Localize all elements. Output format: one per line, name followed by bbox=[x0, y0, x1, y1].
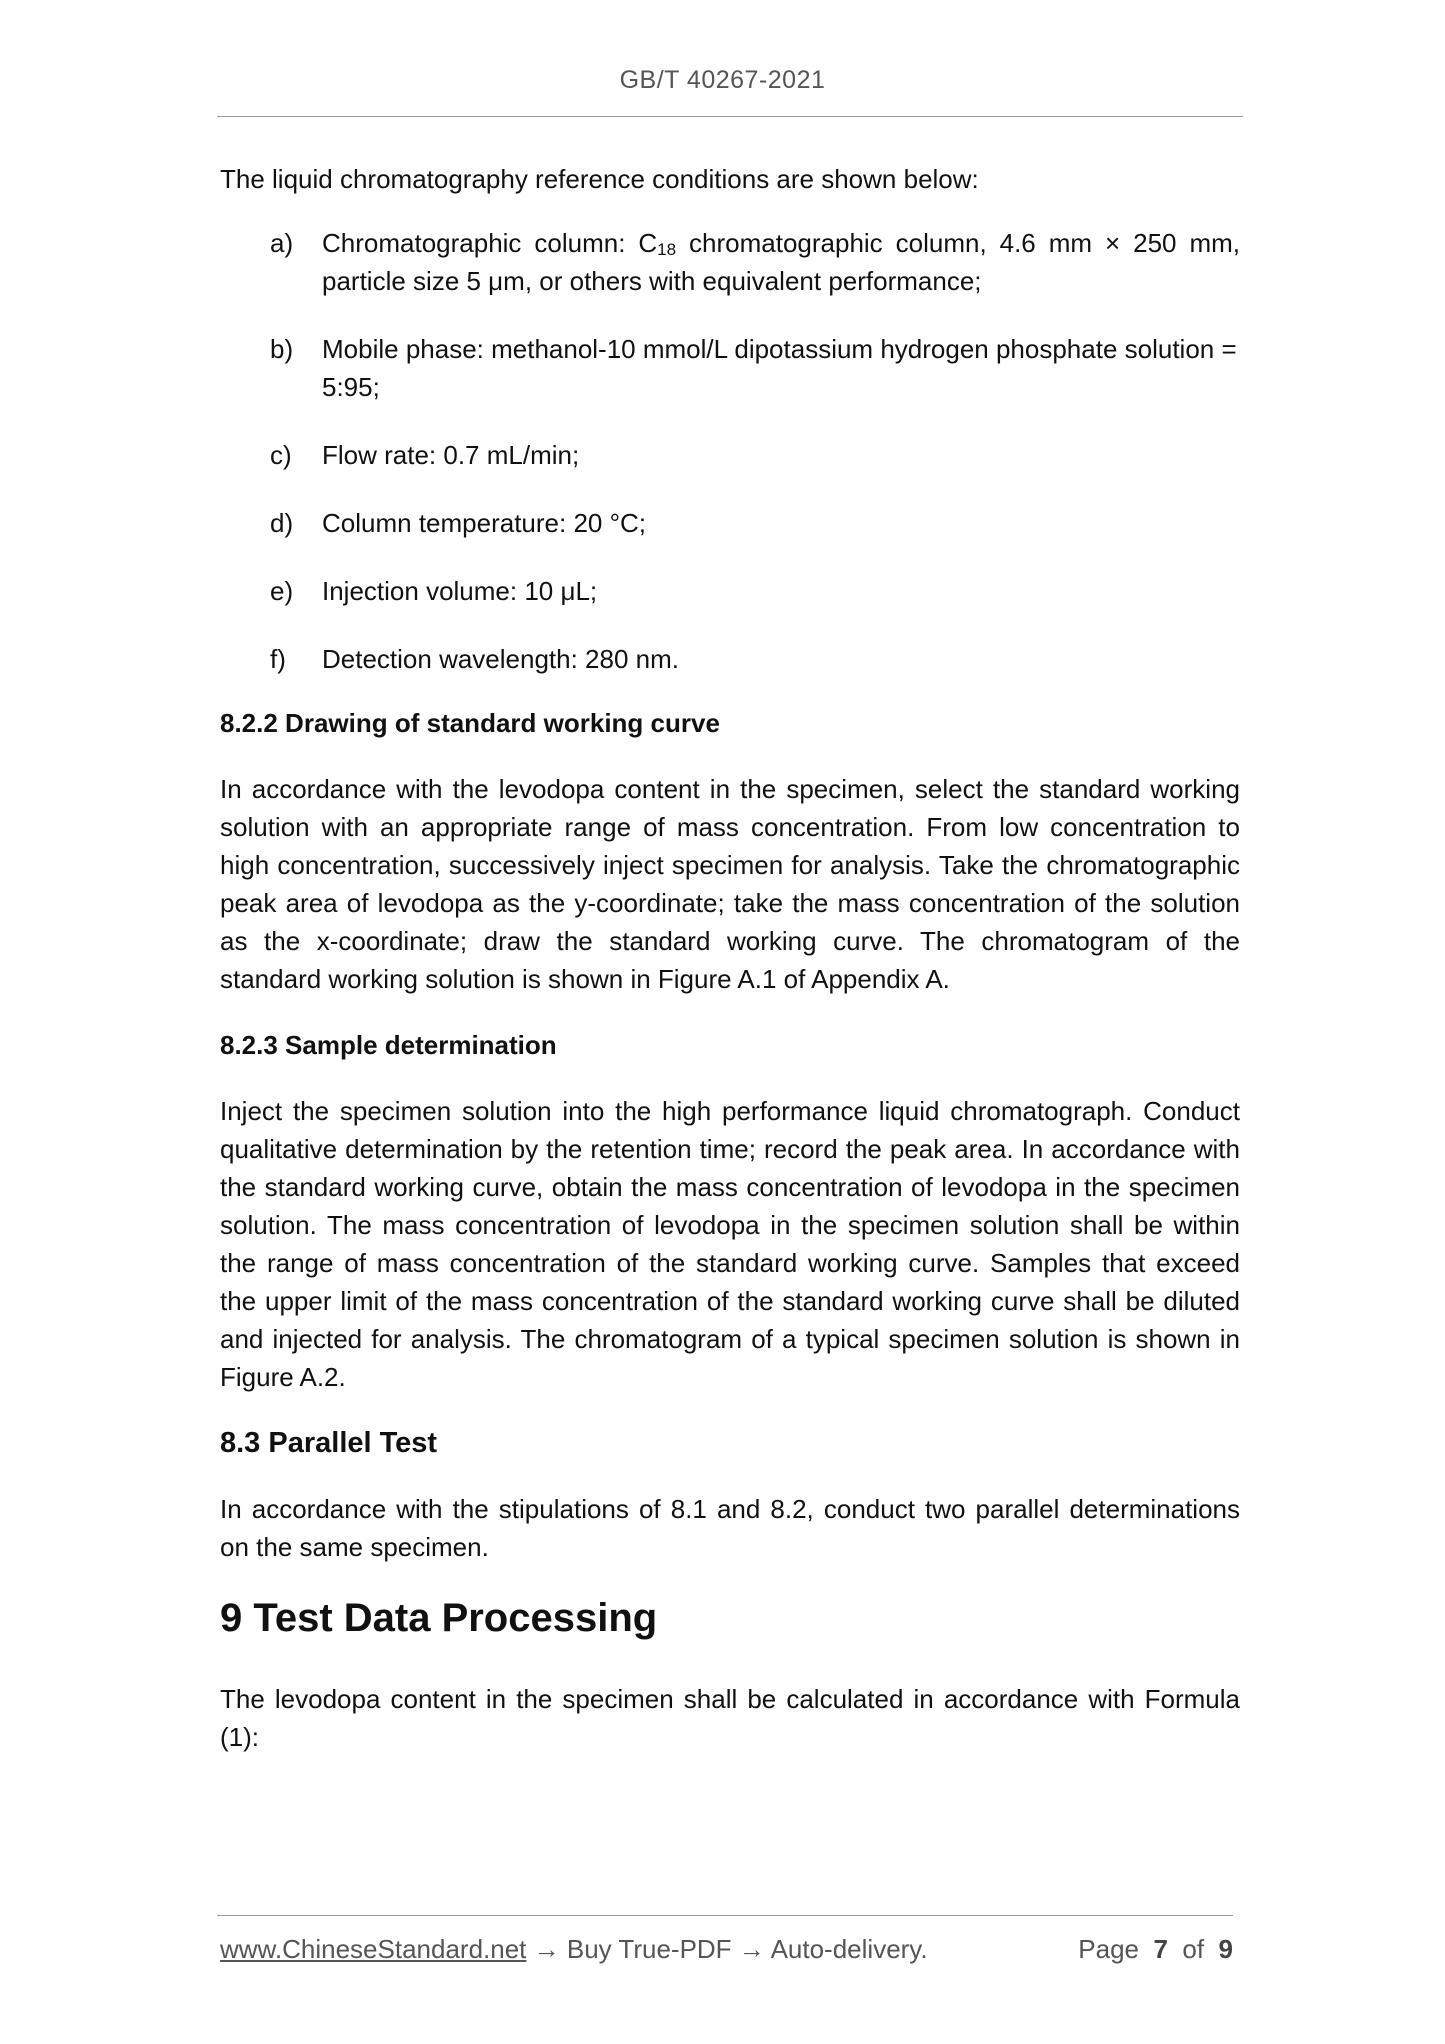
condition-item-a bbox=[220, 224, 1240, 300]
section-heading-8-3: 8.3 Parallel Test bbox=[220, 1427, 438, 1459]
list-marker: c) bbox=[270, 440, 292, 470]
website-link[interactable]: www.ChineseStandard.net bbox=[220, 1934, 527, 1964]
condition-text: Column temperature: 20 °C; bbox=[322, 508, 646, 538]
list-marker: a) bbox=[270, 228, 294, 258]
footer-divider bbox=[217, 1915, 1233, 1916]
page-number bbox=[1078, 1934, 1233, 1965]
list-marker: e) bbox=[270, 576, 294, 606]
page-label: Page bbox=[1078, 1934, 1140, 1964]
condition-item-b bbox=[220, 330, 1240, 406]
condition-text-part: Chromatographic column: C bbox=[322, 228, 658, 258]
condition-text: Detection wavelength: 280 nm. bbox=[322, 644, 679, 674]
list-marker: b) bbox=[270, 334, 294, 364]
document-header: GB/T 40267-2021 bbox=[619, 66, 826, 94]
section-body-8-2-3: Inject the specimen solution into the high performance liquid chromatograph. Conduct qualitative determination by the retention time; record the peak area. In accordance with the standard working curve, obtain the mass concentration of levodopa in the specimen solution. The mass concentration of levodopa in the specimen solution shall be within the range of mass concentration of the standard working curve. Samples that exceed the upper limit of the mass concentration of the standard working curve shall be diluted and injected for analysis. The chromatogram of a typical specimen solution is shown in Figure A.2. bbox=[220, 1096, 1240, 1392]
list-marker: d) bbox=[270, 508, 294, 538]
page-current: 7 bbox=[1153, 1934, 1168, 1964]
footer-tagline: → Buy True-PDF → Auto-delivery. bbox=[526, 1934, 928, 1964]
section-heading-8-2-2: 8.2.2 Drawing of standard working curve bbox=[220, 708, 720, 738]
condition-item-d bbox=[220, 504, 1240, 542]
condition-item-e bbox=[220, 572, 1240, 610]
header-divider bbox=[217, 116, 1243, 117]
section-heading-8-2-3: 8.2.3 Sample determination bbox=[220, 1030, 557, 1060]
page-content bbox=[220, 160, 1240, 1784]
condition-text: Injection volume: 10 μL; bbox=[322, 576, 598, 606]
list-marker: f) bbox=[270, 644, 286, 674]
condition-item-c bbox=[220, 436, 1240, 474]
intro-paragraph: The liquid chromatography reference conditions are shown below: bbox=[220, 164, 979, 194]
subscript: 18 bbox=[657, 240, 677, 259]
condition-text bbox=[322, 224, 1240, 300]
chapter-heading-9: 9 Test Data Processing bbox=[220, 1596, 658, 1640]
section-body-8-2-2: In accordance with the levodopa content in the specimen, select the standard working solution with an appropriate range of mass concentration. From low concentration to high concentration, successively inject specimen for analysis. Take the chromatographic peak area of levodopa as the y-coordinate; take the mass concentration of the solution as the x-coordinate; draw the standard working curve. The chromatogram of the standard working solution is shown in Figure A.1 of Appendix A. bbox=[220, 774, 1240, 994]
condition-text: Mobile phase: methanol-10 mmol/L dipotassium hydrogen phosphate solution = 5:95; bbox=[322, 334, 1237, 402]
section-body-8-3: In accordance with the stipulations of 8.1 and 8.2, conduct two parallel determinations on the same specimen. bbox=[220, 1494, 1240, 1562]
condition-item-f bbox=[220, 640, 1240, 678]
page-total: 9 bbox=[1218, 1934, 1233, 1964]
page-of-label: of bbox=[1182, 1934, 1205, 1964]
condition-text: Flow rate: 0.7 mL/min; bbox=[322, 440, 580, 470]
condition-text-part: chromatographic column, 4.6 mm × 250 mm, particle size 5 μm, or others with equivalent performance; bbox=[322, 228, 1240, 296]
footer-promo bbox=[220, 1934, 928, 1965]
section-body-9: The levodopa content in the specimen shall be calculated in accordance with Formula (1): bbox=[220, 1684, 1240, 1752]
